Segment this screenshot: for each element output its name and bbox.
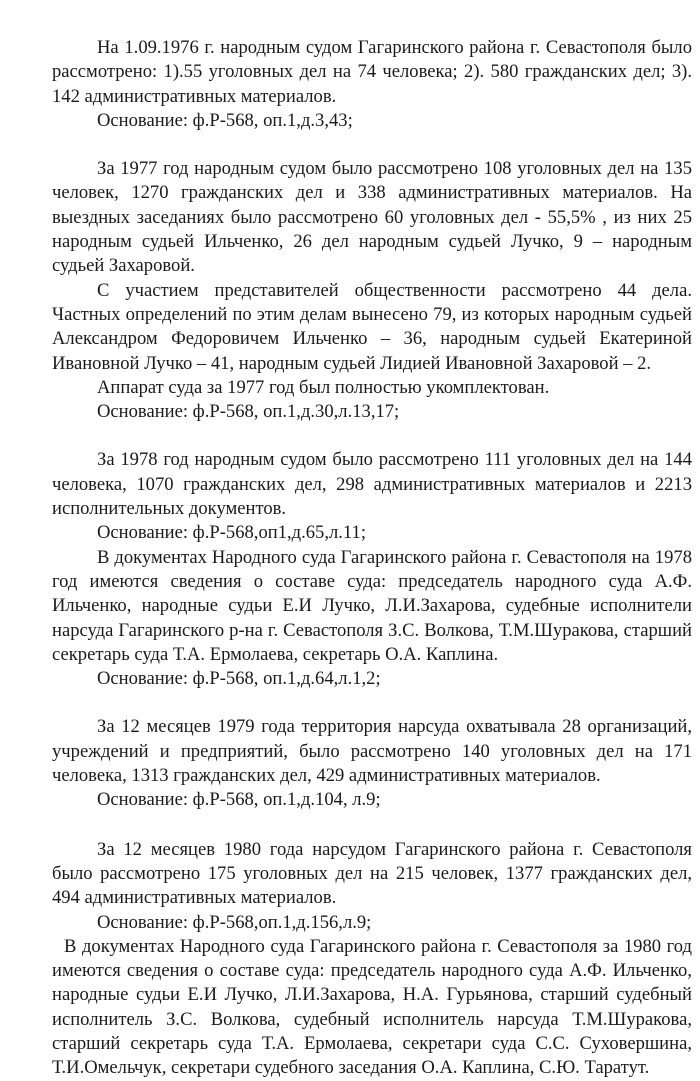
source-reference-1978-stats: Основание: ф.Р-568,оп1,д.65,л.11; xyxy=(97,522,366,544)
paragraph-1977-staff: Аппарат суда за 1977 год был полностью укомплектован. xyxy=(97,376,550,398)
paragraph-1976: На 1.09.1976 г. народным судом Гагаринского района г. Севастополя было рассмотрено: 1).55 уголовных дел на 74 человека; 2). 580 гражданских дел; 3). 142 административных материалов. xyxy=(52,37,692,107)
paragraph-1978-stats: За 1978 год народным судом было рассмотрено 111 уголовных дел на 144 человека, 1070 гражданских дел, 298 административных материалов и 2213 исполнительных документов. xyxy=(52,449,692,520)
paragraph-1978-composition: В документах Народного суда Гагаринского района г. Севастополя на 1978 год имеются сведения о составе суда: председатель народного суда А.Ф. Ильченко, народные судьи Е.И Лучко, Л.И.Захарова, судебные исполнители нарсуда Гагаринского р-на г. Севастополя З.С. Волкова, Т.М.Шуракова, старший секретарь суда Т.А. Ермолаева, секретарь О.А. Каплина. xyxy=(52,546,692,665)
source-reference-1980: Основание: ф.Р-568,оп.1,д.156,л.9; xyxy=(97,911,372,933)
paragraph-1979-stats: За 12 месяцев 1979 года территория нарсуда охватывала 28 организаций, учреждений и предприятий, было рассмотрено 140 уголовных дел на 171 человека, 1313 гражданских дел, 429 административных материалов. xyxy=(52,716,692,787)
paragraph-1977-stats: За 1977 год народным судом было рассмотрено 108 уголовных дел на 135 человек, 1270 гражданских дел и 338 административных материалов. На выездных заседаниях было рассмотрено 60 уголовных дел - 55,5% , из них 25 народным судьей Ильченко, 26 дел народным судьей Лучко, 9 – народным судьей Захаровой. xyxy=(52,158,692,277)
source-reference-1979: Основание: ф.Р-568, оп.1,д.104, л.9; xyxy=(97,789,381,811)
document-page xyxy=(52,36,692,1081)
paragraph-1980-composition: В документах Народного суда Гагаринского района г. Севастополя за 1980 год имеются сведения о составе суда: председатель народного суда А.Ф. Ильченко, народные судьи Е.И Лучко, Л.И.Захарова, Н.А. Гурьянова, старший судебный исполнитель З.С. Волкова, судебный исполнитель нарсуда Т.М.Шуракова, старший секретарь суда Т.А. Ермолаева, секретари суда С.С. Суховершина, Т.И.Омельчук, секретари судебного заседания О.А. Каплина, С.Ю. Таратут. xyxy=(52,935,692,1079)
source-reference-1976: Основание: ф.Р-568, оп.1,д.3,43; xyxy=(97,109,353,131)
source-reference-1977: Основание: ф.Р-568, оп.1,д.30,л.13,17; xyxy=(97,401,400,423)
paragraph-1977-public: С участием представителей общественности рассмотрено 44 дела. Частных определений по этим делам вынесено 79, из которых народным судьей Александром Федоровичем Ильченко – 36, народным судьей Екатериной Ивановной Лучко – 41, народным судьей Лидией Ивановной Захаровой – 2. xyxy=(52,279,692,374)
source-reference-1978-composition: Основание: ф.Р-568, оп.1,д.64,л.1,2; xyxy=(97,668,381,690)
paragraph-1980-stats: За 12 месяцев 1980 года нарсудом Гагаринского района г. Севастополя было рассмотрено 175 уголовных дел на 215 человек, 1377 гражданских дел, 494 административных материалов. xyxy=(52,838,692,909)
